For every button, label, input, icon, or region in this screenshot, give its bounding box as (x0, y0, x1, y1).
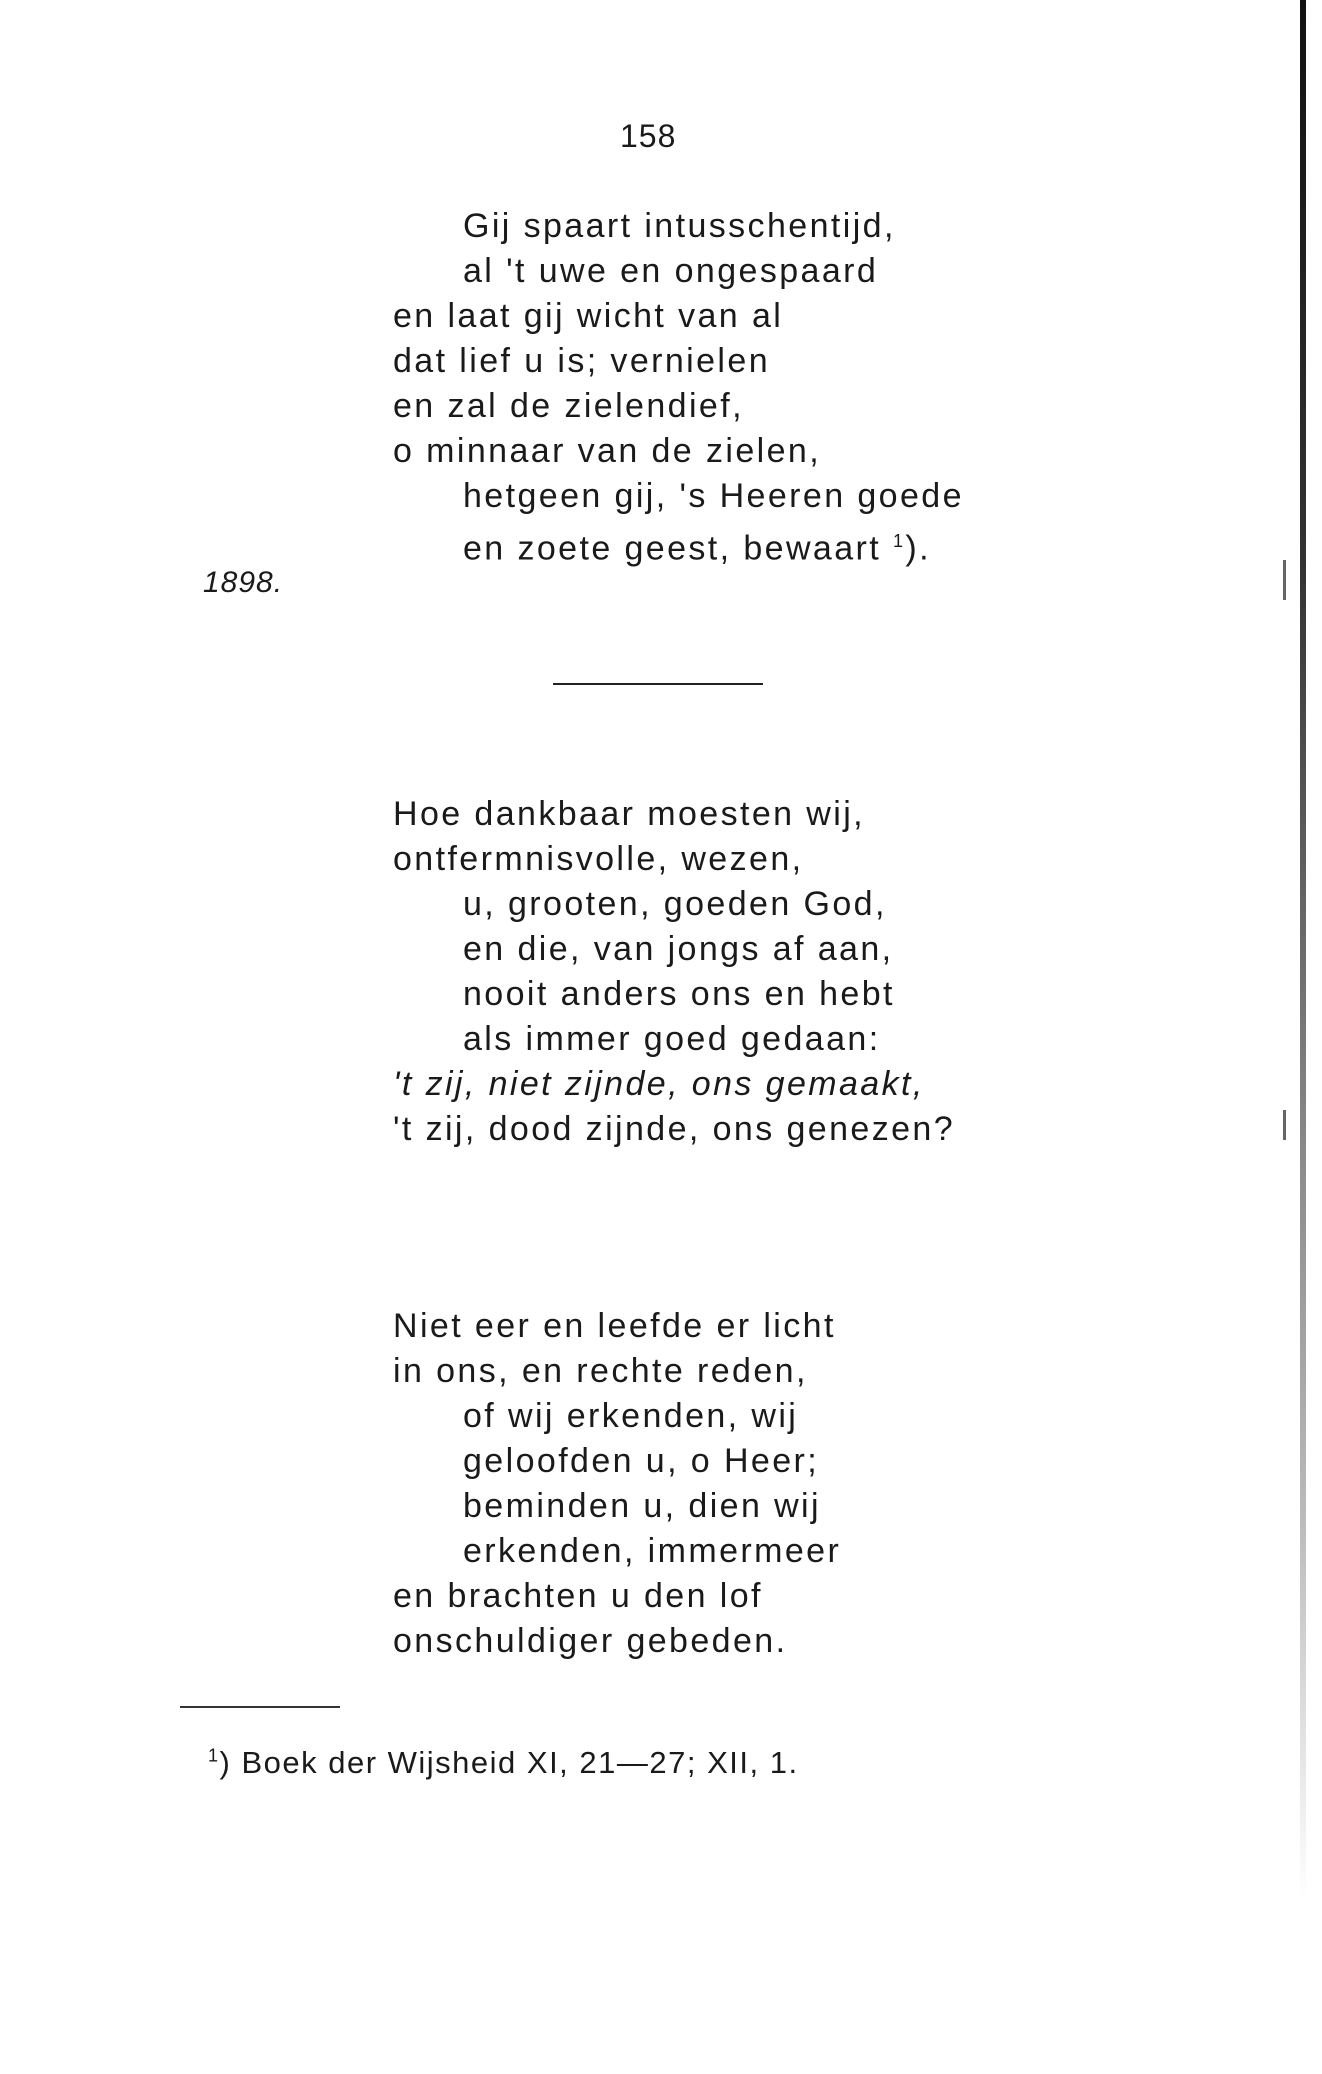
stanza-2-line: als immer goed gedaan: (463, 1020, 881, 1058)
stanza-1-line: o minnaar van de zielen, (393, 432, 822, 470)
stanza-3-line: en brachten u den lof (393, 1577, 763, 1615)
stanza-2-line: u, grooten, goeden God, (463, 885, 887, 923)
footnote (208, 1745, 799, 1781)
stanza-2-line: ontfermnisvolle, wezen, (393, 840, 804, 878)
scan-edge (1300, 0, 1306, 1900)
footnote-text: ) Boek der Wijsheid XI, 21—27; XII, 1. (219, 1745, 799, 1780)
stanza-3-line: Niet eer en leefde er licht (393, 1307, 836, 1345)
stanza-3-line: onschuldiger gebeden. (393, 1622, 788, 1660)
stanza-2-line: Hoe dankbaar moesten wij, (393, 795, 866, 833)
scan-speck (1283, 1110, 1286, 1140)
stanza-3-line: in ons, en rechte reden, (393, 1352, 808, 1390)
scan-speck (1283, 560, 1286, 600)
stanza-3-line: of wij erkenden, wij (463, 1397, 799, 1435)
stanza-1-line: en zal de zielendief, (393, 387, 744, 425)
stanza-1-last-line (463, 521, 931, 568)
stanza-1-line: al 't uwe en ongespaard (463, 252, 879, 290)
page-number: 158 (620, 118, 677, 154)
footnote-ref: 1 (892, 531, 906, 551)
stanza-3-line: beminden u, dien wij (463, 1487, 821, 1525)
stanza-1-line-end: ). (905, 529, 931, 568)
poem-year: 1898. (203, 566, 284, 599)
stanza-2-line: 't zij, niet zijnde, ons gemaakt, (393, 1065, 925, 1103)
stanza-1-line: hetgeen gij, 's Heeren goede (463, 477, 964, 515)
footnote-rule (180, 1706, 340, 1708)
stanza-1-line: Gij spaart intusschentijd, (463, 207, 896, 245)
stanza-1-line: dat lief u is; vernielen (393, 342, 770, 380)
stanza-3-line: erkenden, immermeer (463, 1532, 842, 1570)
stanza-2-line: en die, van jongs af aan, (463, 930, 894, 968)
stanza-2-line: 't zij, dood zijnde, ons genezen? (393, 1110, 956, 1148)
stanza-1-line: en laat gij wicht van al (393, 297, 784, 335)
section-divider (553, 683, 763, 685)
stanza-2-line: nooit anders ons en hebt (463, 975, 895, 1013)
footnote-marker: 1 (208, 1745, 220, 1766)
stanza-3-line: geloofden u, o Heer; (463, 1442, 820, 1480)
stanza-1-line-text: en zoete geest, bewaart (463, 529, 882, 568)
